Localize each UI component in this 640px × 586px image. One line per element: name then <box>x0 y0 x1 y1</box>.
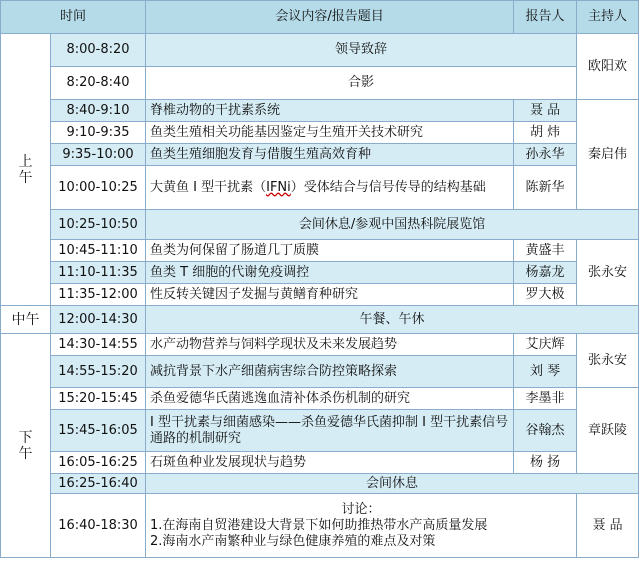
table-row <box>1 122 639 144</box>
table-row <box>1 262 639 284</box>
row-speaker: 陈新华 <box>514 166 577 210</box>
host-cell: 章跃陵 <box>577 388 639 474</box>
table-row <box>1 474 639 494</box>
table-row <box>1 34 639 67</box>
row-time: 16:25-16:40 <box>51 474 146 494</box>
table-row <box>1 306 639 334</box>
table-row <box>1 166 639 210</box>
discussion-cell <box>146 494 577 558</box>
row-time: 10:45-11:10 <box>51 240 146 262</box>
row-topic: 杀鱼爱德华氏菌逃逸血清补体杀伤机制的研究 <box>146 388 514 410</box>
row-speaker: 谷翰杰 <box>514 410 577 452</box>
table-row <box>1 67 639 100</box>
table-row <box>1 144 639 166</box>
discussion-title: 讨论： <box>341 501 381 517</box>
row-time: 11:35-12:00 <box>51 284 146 306</box>
row-speaker: 胡 炜 <box>514 122 577 144</box>
row-time: 11:10-11:35 <box>51 262 146 284</box>
row-topic: 脊椎动物的干扰素系统 <box>146 100 514 122</box>
table-header-row <box>1 1 639 34</box>
period-noon: 中午 <box>1 306 51 334</box>
table-row <box>1 452 639 474</box>
row-time: 15:45-16:05 <box>51 410 146 452</box>
row-topic: 鱼类 T 细胞的代谢免疫调控 <box>146 262 514 284</box>
row-time: 15:20-15:45 <box>51 388 146 410</box>
row-speaker: 黄盛丰 <box>514 240 577 262</box>
table-row <box>1 494 639 558</box>
row-time: 14:30-14:55 <box>51 334 146 356</box>
row-topic: 减抗背景下水产细菌病害综合防控策略探索 <box>146 356 514 388</box>
row-time: 10:00-10:25 <box>51 166 146 210</box>
host-cell: 欧阳欢 <box>577 34 639 100</box>
row-topic: 领导致辞 <box>146 34 577 67</box>
row-topic: 石斑鱼种业发展现状与趋势 <box>146 452 514 474</box>
table-row <box>1 240 639 262</box>
row-time: 9:10-9:35 <box>51 122 146 144</box>
row-speaker: 杨 扬 <box>514 452 577 474</box>
row-time: 12:00-14:30 <box>51 306 146 334</box>
row-topic: 合影 <box>146 67 577 100</box>
row-time: 8:40-9:10 <box>51 100 146 122</box>
row-speaker: 孙永华 <box>514 144 577 166</box>
row-topic: 性反转关键因子发掘与黄鳝育种研究 <box>146 284 514 306</box>
row-topic: I 型干扰素与细菌感染——杀鱼爱德华氏菌抑制 I 型干扰素信号通路的机制研究 <box>146 410 514 452</box>
row-speaker: 杨嘉龙 <box>514 262 577 284</box>
row-speaker: 刘 琴 <box>514 356 577 388</box>
row-topic: 大黄鱼 I 型干扰素（IFNi）受体结合与信号传导的结构基础 <box>146 166 514 210</box>
row-time: 9:35-10:00 <box>51 144 146 166</box>
table-row <box>1 388 639 410</box>
row-time: 8:20-8:40 <box>51 67 146 100</box>
row-time: 16:05-16:25 <box>51 452 146 474</box>
row-speaker: 罗大极 <box>514 284 577 306</box>
period-afternoon: 下 午 <box>1 334 51 558</box>
table-row <box>1 284 639 306</box>
row-time: 10:25-10:50 <box>51 210 146 240</box>
discussion-item: 1.在海南自贸港建设大背景下如何助推热带水产高质量发展 <box>150 517 488 533</box>
row-speaker: 聂 品 <box>514 100 577 122</box>
table-row <box>1 210 639 240</box>
host-cell: 秦启伟 <box>577 100 639 210</box>
row-topic: 午餐、午休 <box>146 306 639 334</box>
table-row <box>1 410 639 452</box>
row-topic: 水产动物营养与饲料学现状及未来发展趋势 <box>146 334 514 356</box>
row-time: 8:00-8:20 <box>51 34 146 67</box>
header-speaker: 报告人 <box>514 1 577 34</box>
table-row <box>1 334 639 356</box>
table-row <box>1 356 639 388</box>
row-time: 16:40-18:30 <box>51 494 146 558</box>
header-topic: 会议内容/报告题目 <box>146 1 514 34</box>
row-topic: 鱼类为何保留了肠道几丁质膜 <box>146 240 514 262</box>
header-host: 主持人 <box>577 1 639 34</box>
row-topic: 鱼类生殖相关功能基因鉴定与生殖开关技术研究 <box>146 122 514 144</box>
table-row <box>1 100 639 122</box>
header-time: 时间 <box>1 1 146 34</box>
host-cell: 张永安 <box>577 240 639 306</box>
row-topic: 鱼类生殖细胞发育与借腹生殖高效育种 <box>146 144 514 166</box>
host-cell: 张永安 <box>577 334 639 388</box>
host-cell: 聂 品 <box>577 494 639 558</box>
row-topic: 会间休息/参观中国热科院展览馆 <box>146 210 639 240</box>
discussion-item: 2.海南水产南繁种业与绿色健康养殖的难点及对策 <box>150 533 436 549</box>
period-morning: 上 午 <box>1 34 51 306</box>
row-speaker: 李墨非 <box>514 388 577 410</box>
row-topic: 会间休息 <box>146 474 639 494</box>
row-time: 14:55-15:20 <box>51 356 146 388</box>
row-speaker: 艾庆辉 <box>514 334 577 356</box>
